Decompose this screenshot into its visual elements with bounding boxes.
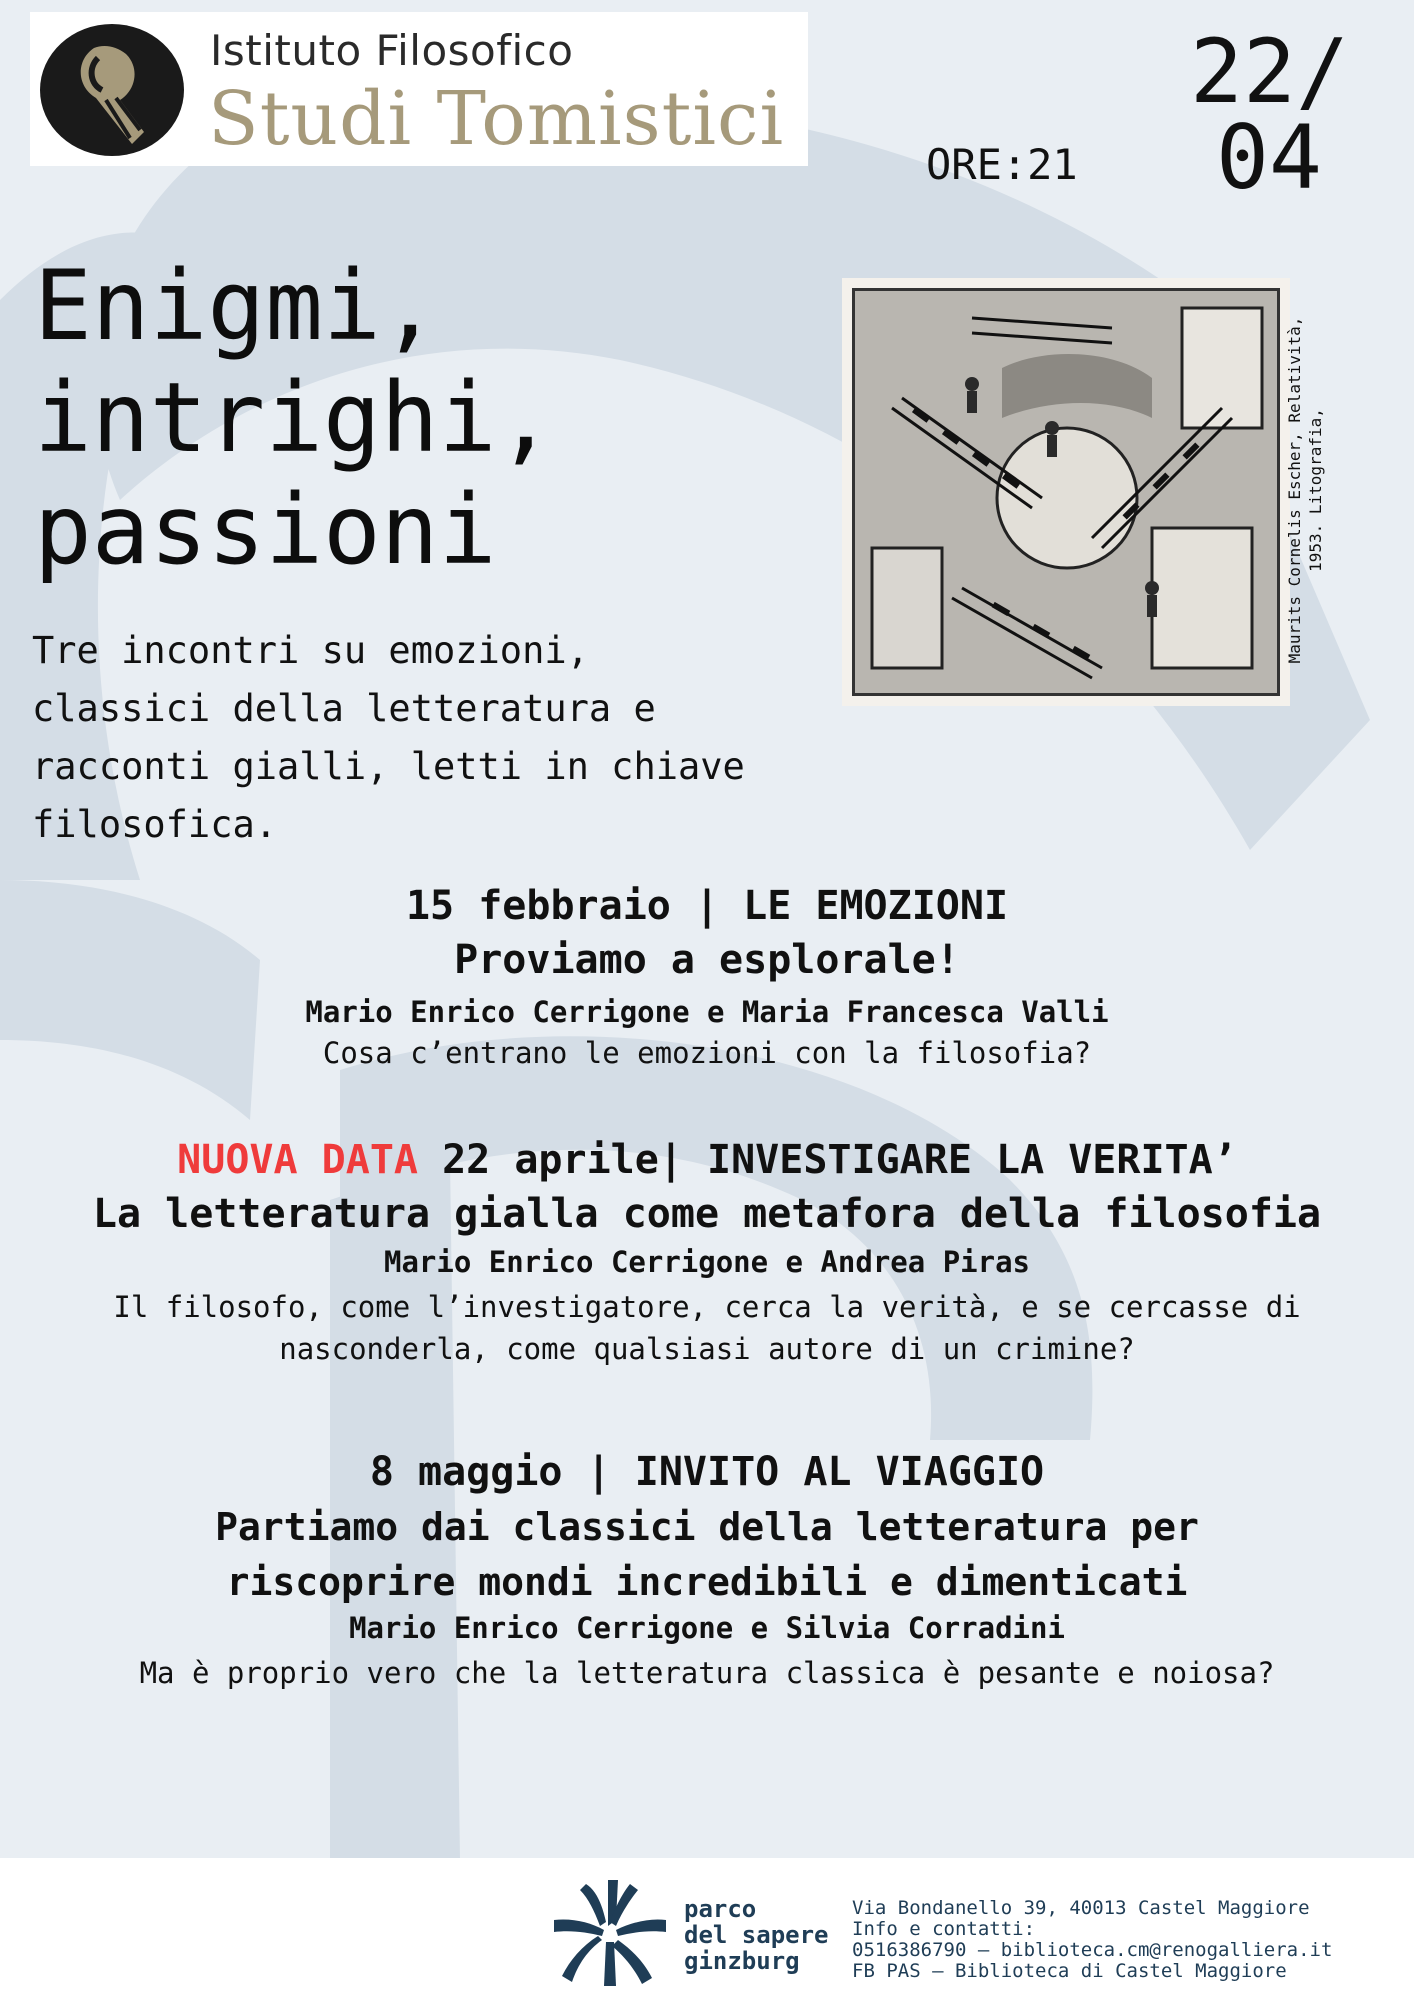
event-question-line: Il filosofo, come l’investigatore, cerca la verità, e se cercasse di	[113, 1290, 1301, 1324]
event-heading: 8 maggio | INVITO AL VIAGGIO	[369, 1449, 1045, 1495]
event-speakers: Mario Enrico Cerrigone e Andrea Piras	[383, 1245, 1030, 1279]
event-heading-row	[0, 1134, 1414, 1186]
org-name-line: ginzburg	[684, 1947, 800, 1975]
caption-line: Maurits Cornelis Escher, Relatività,	[1285, 316, 1304, 664]
address: Via Bondanello 39, 40013 Castel Maggiore	[852, 1897, 1310, 1919]
event-subtitle-line: Partiamo dai classici della letteratura per	[215, 1505, 1199, 1549]
event-2	[0, 1134, 1414, 1370]
event-date-month: 04	[1216, 106, 1322, 209]
new-date-badge: NUOVA DATA	[177, 1137, 418, 1183]
event-time: ORE:21	[926, 140, 1078, 189]
org-name-line: parco	[684, 1895, 757, 1923]
event-speakers: Mario Enrico Cerrigone e Silvia Corradini	[349, 1611, 1065, 1645]
poster-title	[34, 250, 554, 586]
event-question: Ma è proprio vero che la letteratura classica è pesante e noiosa?	[139, 1656, 1275, 1690]
event-subtitle: Proviamo a esplorale!	[454, 937, 960, 983]
event-1	[0, 880, 1414, 1074]
contact-info	[852, 1898, 1332, 1982]
artwork-illustration	[852, 288, 1280, 696]
event-3	[0, 1446, 1414, 1694]
event-heading: 15 febbraio | LE EMOZIONI	[405, 883, 1009, 929]
event-subtitle-line: riscoprire mondi incredibili e dimenticati	[226, 1560, 1188, 1604]
title-line: Enigmi,	[34, 250, 439, 362]
intro-line: racconti gialli, letti in chiave	[32, 745, 745, 788]
institute-name-line2: Studi Tomistici	[208, 76, 785, 162]
intro-line: classici della letteratura e	[32, 687, 656, 730]
institute-name-line1: Istituto Filosofico	[210, 26, 574, 75]
escher-artwork-image	[842, 278, 1290, 706]
intro-line: Tre incontri su emozioni,	[32, 629, 589, 672]
title-line: passioni	[34, 474, 497, 586]
phone-email: 0516386790 – biblioteca.cm@renogalliera.it	[852, 1939, 1333, 1961]
intro-line: filosofica.	[32, 803, 278, 846]
title-line: intrighi,	[34, 362, 555, 474]
institute-logo	[30, 12, 808, 166]
social-link: FB PAS – Biblioteca di Castel Maggiore	[852, 1960, 1287, 1982]
event-heading: 22 aprile| INVESTIGARE LA VERITA’	[442, 1137, 1237, 1183]
event-question: Cosa c’entrano le emozioni con la filosofia?	[322, 1036, 1092, 1070]
event-speakers: Mario Enrico Cerrigone e Maria Francesca Valli	[305, 995, 1109, 1029]
pas-organization-name	[684, 1896, 829, 1974]
event-subtitle: La letteratura gialla come metafora della filosofia	[92, 1191, 1322, 1237]
info-label: Info e contatti:	[852, 1918, 1036, 1940]
org-name-line: del sapere	[684, 1921, 829, 1949]
event-date-day: 22/	[1190, 20, 1349, 123]
institute-emblem-icon	[36, 20, 190, 160]
parco-del-sapere-logo-icon	[546, 1870, 670, 1988]
event-question-line: nasconderla, come qualsiasi autore di un crimine?	[279, 1332, 1135, 1366]
footer	[0, 1858, 1414, 2000]
artwork-caption	[1284, 280, 1354, 700]
caption-line: 1953. Litografia,	[1306, 408, 1325, 572]
intro-text	[32, 622, 852, 854]
